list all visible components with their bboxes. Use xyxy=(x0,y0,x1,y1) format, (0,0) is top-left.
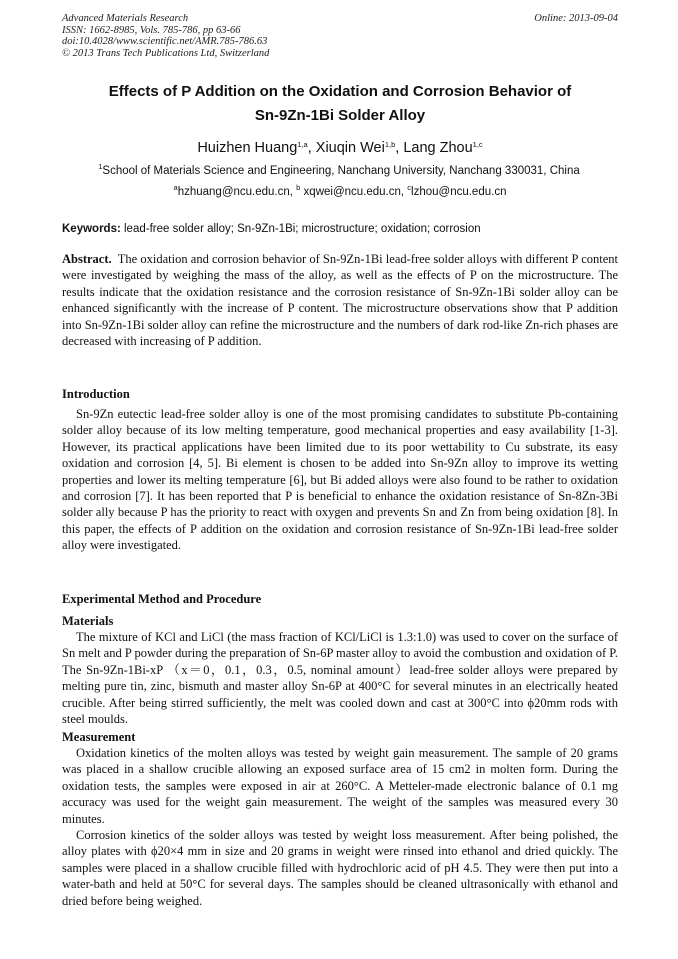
author-emails: $^a$hzhuang@ncu.edu.cn, $^b$ xqwei@ncu.edu.cn, $^c$lzhou@ncu.edu.cn xyxy=(173,183,507,198)
affiliation-mark: 1 xyxy=(98,162,103,171)
title-line-2: Sn-9Zn-1Bi Solder Alloy xyxy=(254,107,426,124)
author-affiliation-mark: 1,b xyxy=(384,140,396,149)
journal-doi: doi:10.4028/www.scientific.net/AMR.785-786.63 xyxy=(62,36,268,47)
paper-title xyxy=(62,80,618,128)
introduction-body xyxy=(62,406,618,554)
measurement-paragraph-1: Oxidation kinetics of the molten alloys was tested by weight gain measurement. The sample of 20 grams was placed in a shallow crucible allowing an exposed surface area of 15 cm2 in molten form. During the oxidation tests, the samples were exposed in air at 260°C. A Metteler-made electronic balance of 0.1 mg accuracy was used for the weight gain measurement. The weight of the samples was measured every 30 minutes. xyxy=(62,746,618,826)
keywords xyxy=(62,221,618,237)
email-address[interactable]: lzhou@ncu.edu.cn xyxy=(411,186,507,198)
author-name: Xiuqin Wei xyxy=(315,140,385,156)
author-name: Huizhen Huang xyxy=(197,140,298,156)
introduction-paragraph: Sn-9Zn eutectic lead-free solder alloy is one of the most promising candidates to substitute Pb-containing solder alloy because of its low melting temperature, good mechanical properties and easy availability [1-3]. However, its practical applications have been limited due to its poor wettability to Cu substrate, its easy oxidation and corrosion [4, 5]. Bi element is chosen to be added into Sn-9Zn alloy to improve its wetting properties and lower its melting temperature [6], but Bi added alloys were also found to be rather to oxidation and corrosion [7]. It has been reported that P is beneficial to enhance the oxidation resistance of Sn-8Zn-3Bi solder ally because P has the priority to react with oxygen and prevents Sn and Zn from being oxidation [8]. In this paper, the effects of P addition on the oxidation and corrosion resistance of Sn-9Zn-1Bi lead-free solder alloy were investigated. xyxy=(62,407,618,553)
materials-heading: Materials xyxy=(62,614,114,628)
abstract-text: The oxidation and corrosion behavior of Sn-9Zn-1Bi lead-free solder alloys with different P content were investigated by weighing the mass of the alloy, as well as the effects of P on the microstructure. The results indicate that the oxidation resistance and the corrosion resistance of Sn-9Zn-1Bi solder alloy can be enhanced significantly with the increase of P content. The microstructure observations show that P addition into Sn-9Zn-1Bi solder alloy can refine the microstructure and the numbers of dark rod-like Zn-rich phases are decreased with increasing of P addition. xyxy=(62,252,618,349)
author-separator: , xyxy=(307,140,316,156)
journal-name: Advanced Materials Research xyxy=(62,13,189,24)
title-line-1: Effects of P Addition on the Oxidation and Corrosion Behavior of xyxy=(108,83,572,100)
materials-paragraph: The mixture of KCl and LiCl (the mass fraction of KCl/LiCl is 1.3:1.0) was used to cover on the surface of Sn melt and P powder during the preparation of Sn-6P master alloy to avoid the combustion and oxidation of P. The Sn-9Zn-1Bi-xP （x＝0，0.1，0.3，0.5, nominal amount）lead-free solder alloys were prepared by melting pure tin, zinc, bismuth and master alloy Sn-6P at 400°C for several minutes in an electrically heated crucible. After being stirred sufficiently, the melt was cooled down and cast at 300°C into ϕ20mm rods with steel moulds. xyxy=(62,630,618,727)
keywords-label: Keywords: xyxy=(62,223,121,235)
measurement-paragraph-2: Corrosion kinetics of the solder alloys was tested by weight loss measurement. After being polished, the alloy plates with ϕ20×4 mm in size and 20 grams in weight were rinsed into ethanol and dried quickly. The samples were placed in a shallow crucible filled with hydrochloric acid of pH 4.5. They were then put into a water-bath and held at 50°C for several days. The samples should be cleaned ultrasonically with ethanol and dried before being weighed. xyxy=(62,828,618,908)
journal-header xyxy=(62,13,618,59)
author-affiliation-mark: 1,c xyxy=(472,140,483,149)
author-separator: , xyxy=(395,140,404,156)
materials-body xyxy=(62,629,618,727)
introduction-heading: Introduction xyxy=(62,387,130,401)
affiliation xyxy=(30,163,648,179)
author-list xyxy=(62,139,618,157)
author-affiliation-mark: 1,a xyxy=(297,140,308,149)
keywords-text: lead-free solder alloy; Sn-9Zn-1Bi; microstructure; oxidation; corrosion xyxy=(124,223,481,235)
email-address[interactable]: xqwei@ncu.edu.cn xyxy=(303,186,401,198)
abstract xyxy=(62,251,618,349)
affiliation-text: School of Materials Science and Engineering, Nanchang University, Nanchang 330031, China xyxy=(102,165,580,177)
measurement-body xyxy=(62,745,618,909)
measurement-heading: Measurement xyxy=(62,730,136,744)
online-date: Online: 2013-09-04 xyxy=(534,13,618,24)
author-name: Lang Zhou xyxy=(403,140,473,156)
journal-copyright: © 2013 Trans Tech Publications Ltd, Switzerland xyxy=(62,47,270,59)
email-mark: b xyxy=(296,183,301,192)
email-mark: c xyxy=(407,183,412,192)
experimental-heading: Experimental Method and Procedure xyxy=(62,592,262,606)
email-mark: a xyxy=(173,183,178,192)
journal-issn: ISSN: 1662-8985, Vols. 785-786, pp 63-66 xyxy=(62,24,241,36)
abstract-label: Abstract. xyxy=(62,252,112,266)
email-address[interactable]: hzhuang@ncu.edu.cn xyxy=(177,186,290,198)
